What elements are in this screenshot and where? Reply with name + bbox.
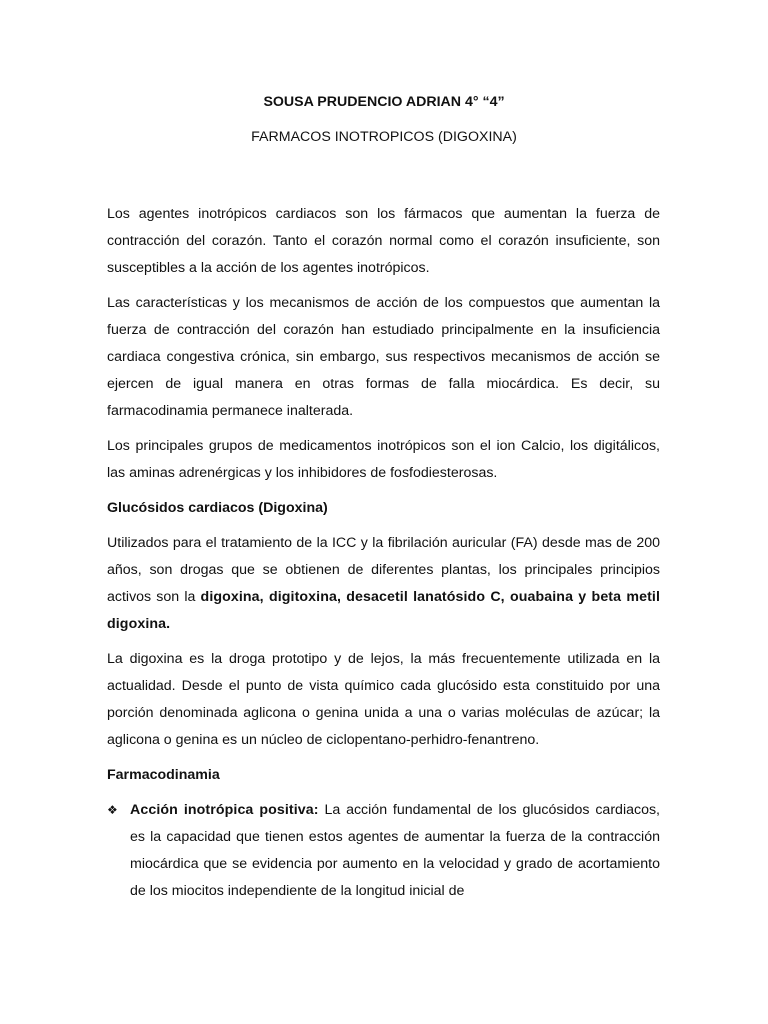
bullet-bold-lead: Acción inotrópica positiva: [130,802,319,818]
active-principles-bold: digoxina, digitoxina, desacetil lanatósido C, ouabaina y beta metil digoxina. [107,589,660,632]
intro-paragraph-1: Los agentes inotrópicos cardiacos son los fármacos que aumentan la fuerza de contracción del corazón. Tanto el corazón normal como el corazón insuficiente, son susceptibles a la acción de los agentes inotrópicos. [107,206,660,276]
author-line: SOUSA PRUDENCIO ADRIAN 4° “4” [263,94,505,110]
document-body [107,201,660,905]
bullet-paragraph [130,797,660,905]
glucosidos-paragraph-1-text: Utilizados para el tratamiento de la ICC y la fibrilación auricular (FA) desde mas de 200 años, son drogas que se obtienen de diferentes plantas, los principales principios activos son la [107,535,660,605]
intro-paragraph-2: Las características y los mecanismos de acción de los compuestos que aumentan la fuerza de contracción del corazón han estudiado principalmente en la insuficiencia cardiaca congestiva crónica, sin embargo, sus respectivos mecanismos de acción se ejercen de igual manera en otras formas de falla miocárdica. Es decir, su farmacodinamia permanece inalterada. [107,295,660,419]
section-heading-glucosidos: Glucósidos cardiacos (Digoxina) [107,500,328,516]
section-heading-farmacodinamia: Farmacodinamia [107,767,220,783]
glucosidos-paragraph-2: La digoxina es la droga prototipo y de lejos, la más frecuentemente utilizada en la actualidad. Desde el punto de vista químico cada glucósido esta constituido por una porción denominada aglicona o genina unida a una o varias moléculas de azúcar; la aglicona o genina es un núcleo de ciclopentano-perhidro-fenantreno. [107,651,660,748]
intro-paragraph-3: Los principales grupos de medicamentos inotrópicos son el ion Calcio, los digitálicos, las aminas adrenérgicas y los inhibidores de fosfodiesterosas. [107,438,660,481]
bullet-item [107,797,660,905]
diamond-bullet-icon: ❖ [107,803,118,817]
bullet-text: La acción fundamental de los glucósidos cardiacos, es la capacidad que tienen estos agentes de aumentar la fuerza de la contracción miocárdica que se evidencia por aumento en la velocidad y grado de acortamiento de los miocitos independiente de la longitud inicial de [130,802,661,899]
document-title: FARMACOS INOTROPICOS (DIGOXINA) [251,129,517,145]
glucosidos-paragraph-1 [107,530,660,638]
